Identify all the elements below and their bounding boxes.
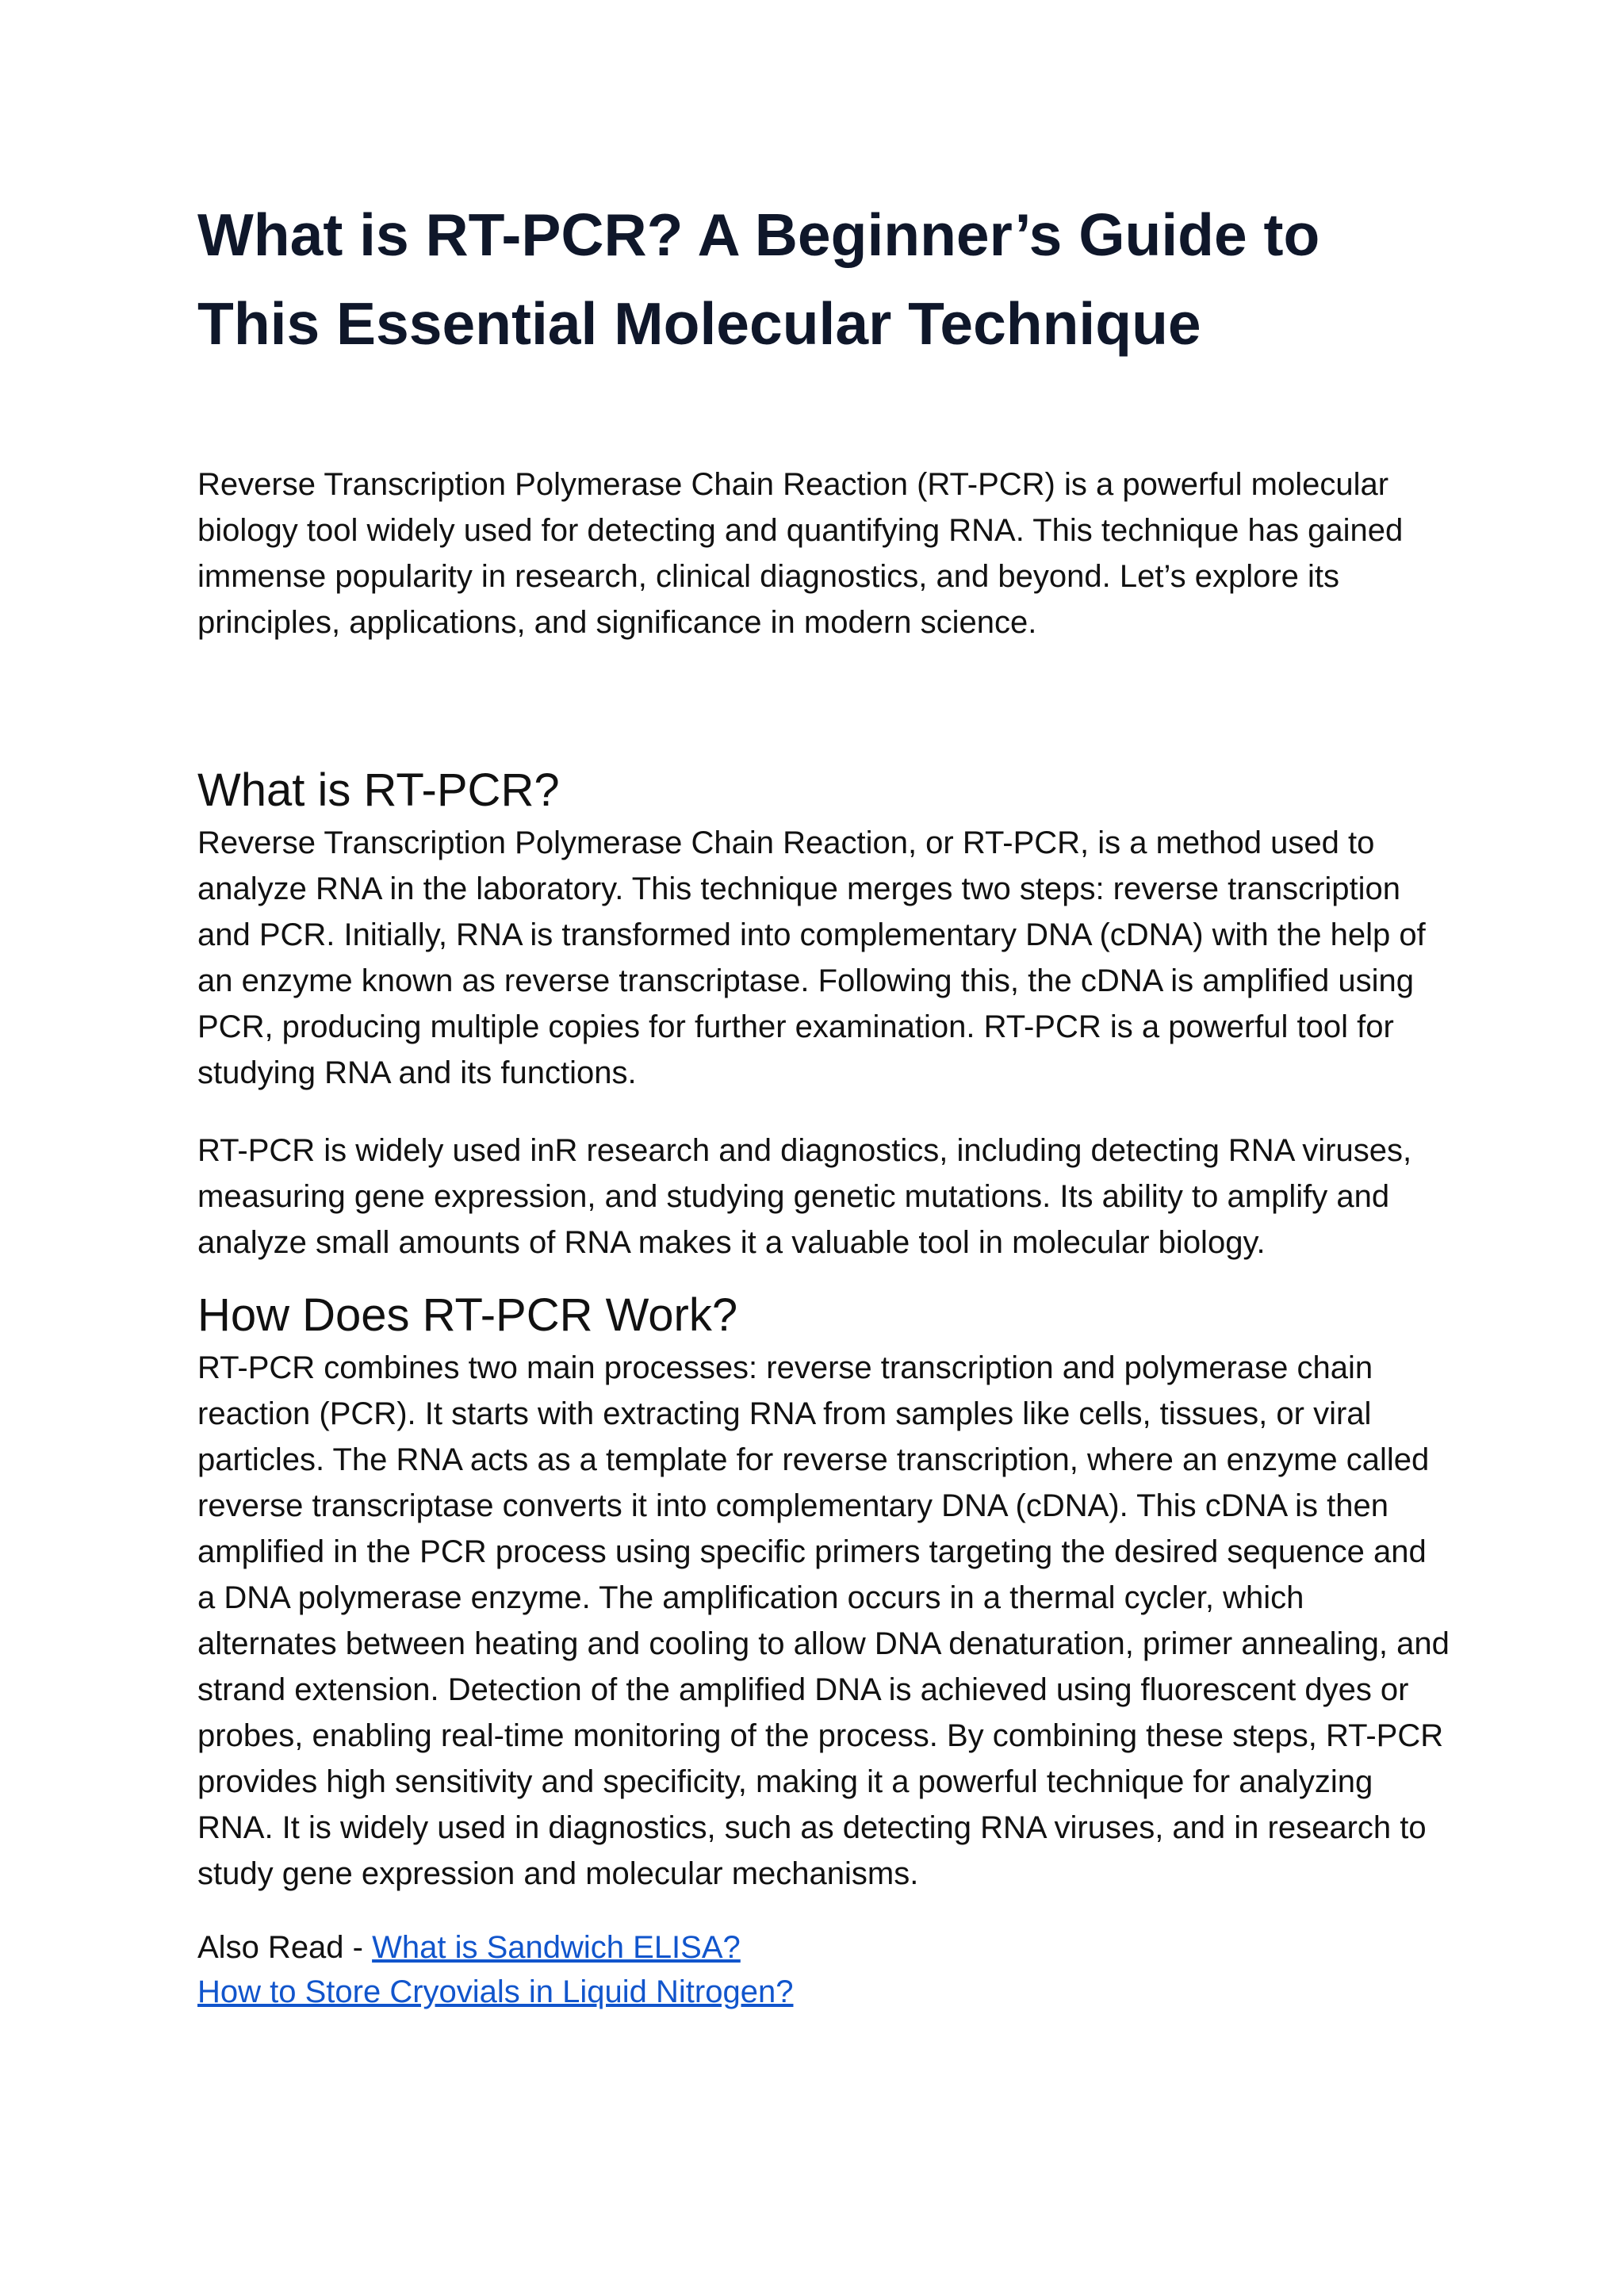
section-paragraph: Reverse Transcription Polymerase Chain Reaction, or RT-PCR, is a method used to analyze RNA in the laboratory. This technique merges two steps: reverse transcription and PCR. Initially, RNA is transformed into complementary DNA (cDNA) with the help of an enzyme known as reverse transcriptase. Following this, the cDNA is amplified using PCR, producing multiple copies for further examination. RT-PCR is a powerful tool for studying RNA and its functions. — [197, 825, 1426, 1090]
link-store-cryovials[interactable]: How to Store Cryovials in Liquid Nitrogen? — [197, 1974, 794, 2009]
section-heading-how-does-rt-pcr-work: How Does RT-PCR Work? — [197, 1289, 738, 1341]
section-paragraph: RT-PCR is widely used inR research and diagnostics, including detecting RNA viruses, measuring gene expression, and studying genetic mutations. Its ability to amplify and analyze small amounts of RNA makes it a valuable tool in molecular biology. — [197, 1133, 1412, 1260]
also-read-block — [197, 1925, 1450, 2014]
link-sandwich-elisa[interactable]: What is Sandwich ELISA? — [372, 1930, 741, 1965]
section-heading-what-is-rt-pcr: What is RT-PCR? — [197, 764, 560, 816]
intro-paragraph: Reverse Transcription Polymerase Chain Reaction (RT-PCR) is a powerful molecular biology tool widely used for detecting and quantifying RNA. This technique has gained immense popularity in research, clinical diagnostics, and beyond. Let’s explore its principles, applications, and significance in modern science. — [197, 467, 1404, 640]
document-body — [197, 190, 1450, 2014]
section-paragraph: RT-PCR combines two main processes: reverse transcription and polymerase chain reaction (PCR). It starts with extracting RNA from samples like cells, tissues, or viral particles. The RNA acts as a template for reverse transcription, where an enzyme called reverse transcriptase converts it into complementary DNA (cDNA). This cDNA is then amplified in the PCR process using specific primers targeting the desired sequence and a DNA polymerase enzyme. The amplification occurs in a thermal cycler, which alternates between heating and cooling to allow DNA denaturation, primer annealing, and strand extension. Detection of the amplified DNA is achieved using fluorescent dyes or probes, enabling real-time monitoring of the process. By combining these steps, RT-PCR provides high sensitivity and specificity, making it a powerful technique for analyzing RNA. It is widely used in diagnostics, such as detecting RNA viruses, and in research to study gene expression and molecular mechanisms. — [197, 1350, 1450, 1891]
also-read-label: Also Read - — [197, 1930, 373, 1965]
page-title: What is RT-PCR? A Beginner’s Guide to This Essential Molecular Technique — [197, 201, 1320, 357]
